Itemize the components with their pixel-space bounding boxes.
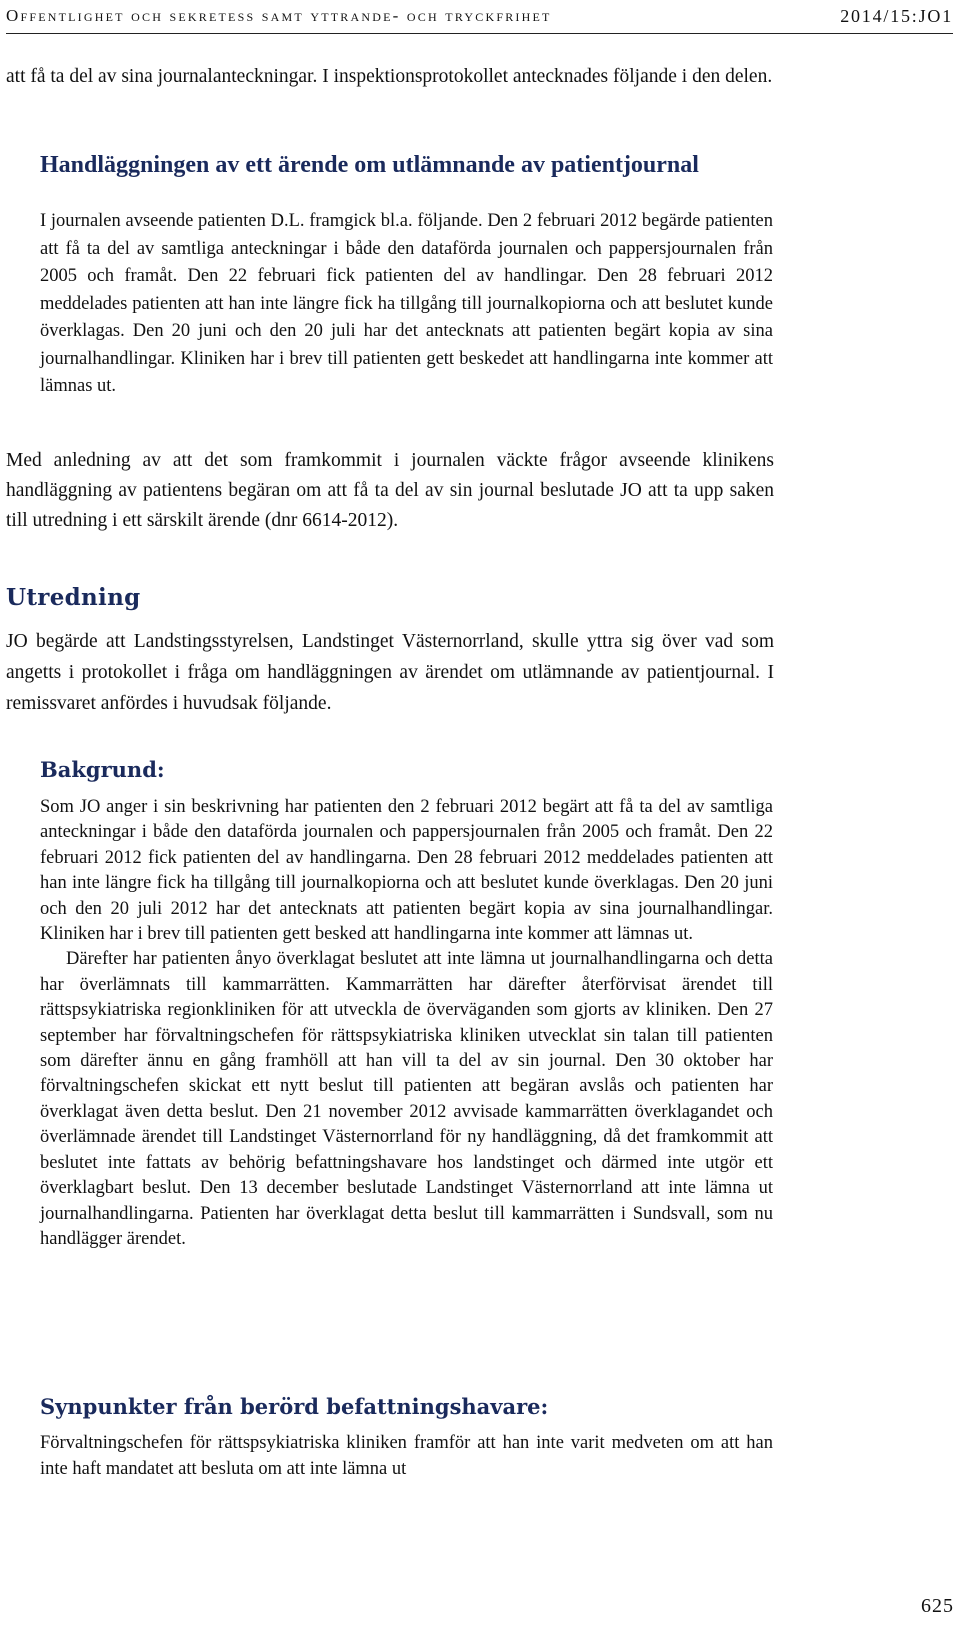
- header-rule: [6, 33, 953, 34]
- bakgrund-text: [40, 795, 773, 1252]
- bakgrund-paragraph-1: Som JO anger i sin beskrivning har patienten den 2 februari 2012 begärt att få ta del av samtliga anteckningar i både den dataförda journalen och pappersjournalen från 2005 och framåt. Den 22 februari 2012 fick patienten del av handlingarna. Den 28 februari 2012 meddelades patienten att han inte längre fick ha tillgång till journalkopiorna och att beslutet kunde överklagas. Den 20 juni och den 20 juli 2012 har det antecknats att patienten begärt kopia av sina journalhandlingar. Kliniken har i brev till patienten gett besked att handlingarna inte kommer att lämnas ut.: [40, 797, 773, 945]
- subheading-bakgrund: Bakgrund:: [40, 757, 165, 782]
- synpunkter-paragraph: Förvaltningschefen för rättspsykiatriska kliniken framför att han inte varit medveten om att han inte haft mandatet att besluta om att inte lämna ut: [40, 1433, 773, 1479]
- subheading-synpunkter: Synpunkter från berörd befattningshavare:: [40, 1394, 549, 1419]
- section-heading-journal: Handläggningen av ett ärende om utlämnande av patientjournal: [40, 152, 699, 178]
- page-number: 625: [921, 1595, 954, 1617]
- running-header-title: Offentlighet och sekretess samt yttrande- och tryckfrihet: [6, 6, 552, 25]
- utredning-paragraph: JO begärde att Landstingsstyrelsen, Landstinget Västernorrland, skulle yttra sig över vad som angetts i protokollet i fråga om handläggningen av ärendet om utlämnande av patientjournal. I remissvaret anfördes i huvudsak följande.: [6, 631, 774, 714]
- running-header-report-id: 2014/15:JO1: [840, 6, 953, 26]
- journal-quote-paragraph: I journalen avseende patienten D.L. framgick bl.a. följande. Den 2 februari 2012 begärde patienten att få ta del av samtliga anteckningar i både den dataförda journalen och pappersjournalen från 2005 och framåt. Den 22 februari fick patienten del av handlingar. Den 28 februari 2012 meddelades patienten att han inte längre fick ha tillgång till journalkopiorna och att beslutet kunde överklagas. Den 20 juni och den 20 juli har det antecknats att patienten begärt kopia av sina journalhandlingar. Kliniken har i brev till patienten gett beskedet att handlingarna inte kommer att lämnas ut.: [40, 211, 773, 396]
- section-heading-utredning: Utredning: [6, 584, 141, 611]
- running-header: [6, 4, 953, 34]
- decision-paragraph: Med anledning av att det som framkommit i journalen väckte frågor avseende klinikens handläggning av patientens begäran om att få ta del av sin journal beslutade JO att ta upp saken till utredning i ett särskilt ärende (dnr 6614-2012).: [6, 450, 774, 531]
- intro-paragraph: att få ta del av sina journalanteckningar. I inspektionsprotokollet antecknades följande i den delen.: [6, 66, 773, 87]
- bakgrund-paragraph-2: Därefter har patienten ånyo överklagat beslutet att inte lämna ut journalhandlingarna och detta har överlämnats till kammarrätten. Kammarrätten har därefter återförvisat ärendet till rättspsykiatriska regionkliniken för att utveckla de överväganden som gjorts av kliniken. Den 27 september har förvaltningschefen för rättspsykiatriska kliniken utvecklat sin talan till patienten som därefter ännu en gång framhöll att han vill ta del av sin journal. Den 30 oktober har förvaltningschefen skickat ett nytt beslut till patienten att begäran avslås och patienten har överklagat även detta beslut. Den 21 november 2012 avvisade kammarrätten överklagandet och överlämnade ärendet till Landstinget Västernorrland för ny handläggning, då det framkommit att beslutet inte fattats av behörig befattningshavare hos landstinget och därmed inte utgör ett överklagbart beslut. Den 13 december beslutade Landstinget Västernorrland att inte lämna ut journalhandlingarna. Patienten har överklagat detta beslut till kammarrätten i Sundsvall, som nu handlägger ärendet.: [40, 949, 773, 1249]
